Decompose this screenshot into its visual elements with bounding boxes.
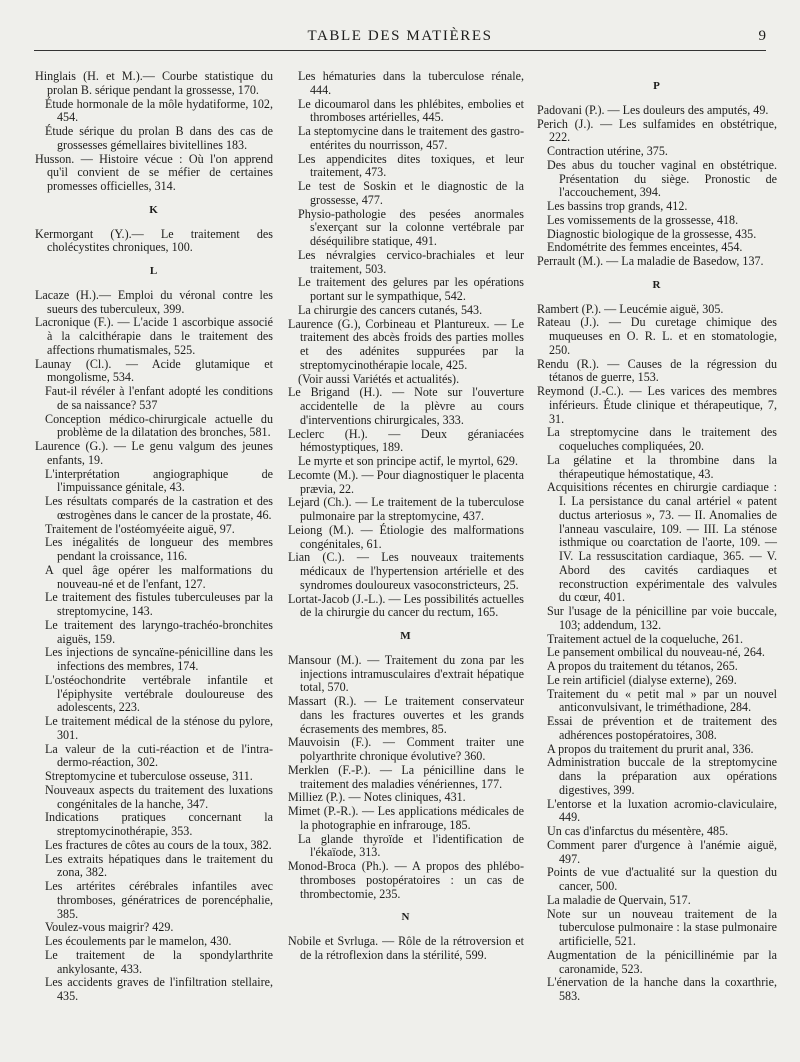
index-subentry: L'interprétation angiographique de l'impuissance génitale, 43. — [45, 466, 273, 495]
index-subentry: La steptomycine dans le traitement des gastro-entérites du nourrisson, 457. — [298, 124, 524, 152]
index-subentry: Note sur un nouveau traitement de la tuberculose pulmonaire : la stase pulmonaire artificielle, 521. — [547, 906, 777, 948]
index-subentry: Le rein artificiel (dialyse externe), 269. — [547, 672, 737, 687]
index-entry: Perich (J.). — Les sulfamides en obstétrique, 222. — [537, 116, 777, 145]
index-subentry: Streptomycine et tuberculose osseuse, 311. — [45, 769, 253, 783]
index-subentry: Le myrte et son principe actif, le myrtol, 629. — [298, 454, 518, 468]
index-subentry: Les injections de syncaïne-pénicilline dans les infections des membres, 174. — [45, 645, 273, 673]
index-subentry: Sur l'usage de la pénicilline par voie buccale, 103; addendum, 132. — [547, 604, 777, 632]
index-subentry: Les névralgies cervico-brachiales et leur traitement, 503. — [298, 247, 524, 276]
index-entry: Padovani (P.). — Les douleurs des amputés, 49. — [537, 102, 769, 117]
index-subentry: Diagnostic biologique de la grossesse, 435. — [547, 226, 757, 241]
index-subentry: Les extraits hépatiques dans le traitement du zona, 382. — [45, 851, 273, 880]
index-subentry: La valeur de la cuti-réaction et de l'intra-dermo-réaction, 302. — [45, 741, 273, 770]
running-title: TABLE DES MATIÈRES — [307, 28, 493, 44]
section-letter: L — [149, 265, 159, 277]
index-subentry: Les écoulements par le mamelon, 430. — [45, 934, 232, 948]
index-entry: Rateau (J.). — Du curetage chimique des muqueuses en O. R. L. et en stomatologie, 250. — [537, 315, 777, 357]
index-subentry: Endométrite des femmes enceintes, 454. — [547, 240, 743, 255]
index-subentry: Le traitement médical de la sténose du pylore, 301. — [45, 714, 273, 742]
index-subentry: Contraction utérine, 375. — [547, 144, 668, 158]
page-number: 9 — [758, 28, 766, 44]
index-entry: Lejard (Ch.). — Le traitement de la tuberculose pulmonaire par la streptomycine, 437. — [288, 495, 524, 523]
index-subentry: La streptomycine dans le traitement des coqueluches compliquées, 20. — [547, 425, 777, 453]
index-entry: Leclerc (H.). — Deux géraniacées hémostyptiques, 189. — [288, 426, 524, 455]
index-subentry: La maladie de Quervain, 517. — [547, 892, 691, 907]
index-entry: Mauvoisin (F.). — Comment traiter une polyarthrite chronique évolutive? 360. — [288, 735, 524, 763]
index-subentry: Indications pratiques concernant la streptomycinothérapie, 353. — [45, 810, 273, 838]
index-subentry: Administration buccale de la streptomycine dans la préparation aux opérations digestives, 399. — [547, 755, 777, 797]
index-subentry: A propos du traitement du prurit anal, 336. — [547, 741, 754, 756]
index-entry: Le Brigand (H.). — Note sur l'ouverture accidentelle de la plèvre au cours d'interventions chirurgicales, 333. — [288, 385, 524, 427]
page-header — [0, 28, 800, 50]
index-entry: Laurence (G.). — Le genu valgum des jeunes enfants, 19. — [35, 439, 273, 467]
index-entry: Husson. — Histoire vécue : Où l'on apprend qu'il convient de se méfier de certaines promesses officielles, 314. — [35, 151, 273, 193]
index-subentry: Le traitement des fistules tuberculeuses par la streptomycine, 143. — [45, 590, 273, 618]
index-subentry: Les artérites cérébrales infantiles avec thromboses, génératrices de porencéphalie, 385. — [45, 879, 273, 921]
index-subentry: Les bassins trop grands, 412. — [547, 199, 688, 213]
index-subentry: Les accidents graves de l'infiltration stellaire, 435. — [45, 975, 273, 1003]
index-subentry: Le traitement des laryngo-trachéo-bronchites aiguës, 159. — [45, 617, 273, 646]
index-entry: Massart (R.). — Le traitement conservateur dans les fractures ouvertes et les grands écrasements des membres, 85. — [288, 694, 524, 736]
index-subentry: Nouveaux aspects du traitement des luxations congénitales de la hanche, 347. — [45, 782, 273, 811]
header-rule — [34, 50, 766, 51]
index-entry: Reymond (J.-C.). — Les varices des membres inférieurs. Étude clinique et thérapeutique, 7, 31. — [537, 384, 777, 426]
index-subentry: La glande thyroïde et l'identification de l'ékaïode, 313. — [298, 831, 524, 860]
index-entry: Nobile et Svrluga. — Rôle de la rétroversion et de la rétroflexion dans la stérilité, 599. — [288, 934, 524, 962]
index-subentry: Acquisitions récentes en chirurgie cardiaque : I. La persistance du canal artériel « patent ductus arteriosus », 73. — II. Anomalies de l'anneau vasculaire, 109. — III. La sténose isthmique ou coarctation de l'aorte, 109. — IV. La ressuscitation cardiaque, 365. — V. Abord des cavités cardiaques et reconstruction expérimentale des valvules du cœur, 401. — [547, 480, 777, 605]
index-entry: Monod-Broca (Ph.). — A propos des phlébo-thromboses postopératoires : un cas de thrombectomie, 235. — [288, 859, 524, 901]
index-subentry: Les vomissements de la grossesse, 418. — [547, 212, 739, 227]
index-entry: Milliez (P.). — Notes cliniques, 431. — [288, 790, 466, 805]
index-subentry: Conception médico-chirurgicale actuelle du problème de la dilatation des bronches, 581. — [45, 411, 273, 440]
section-letter: K — [149, 203, 159, 216]
index-subentry: Le dicoumarol dans les phlébites, embolies et thromboses artérielles, 445. — [298, 96, 524, 125]
index-subentry: L'entorse et la luxation acromio-claviculaire, 449. — [547, 796, 777, 825]
section-letter: M — [400, 630, 412, 642]
index-subentry: Traitement de l'ostéomyéeite aiguë, 97. — [45, 521, 235, 536]
index-subentry: Physio-pathologie des pesées anormales s'exerçant sur la colonne vertébrale par déséquilibre statique, 491. — [298, 206, 524, 248]
index-entry: Perrault (M.). — La maladie de Basedow, 137. — [537, 254, 764, 268]
index-entry: Merklen (F.-P.). — La pénicilline dans le traitement des maladies vénériennes, 177. — [288, 762, 524, 791]
index-entry: Kermorgant (Y.).— Le traitement des cholécystites chroniques, 100. — [35, 226, 273, 255]
index-subentry: Les inégalités de longueur des membres pendant la croissance, 116. — [45, 535, 273, 563]
index-subentry: Le traitement des gelures par les opérations portant sur le sympathique, 542. — [298, 275, 524, 303]
index-subentry: Comment parer d'urgence à l'anémie aiguë, 497. — [547, 837, 777, 866]
index-subentry: Les fractures de côtes au cours de la toux, 382. — [45, 837, 272, 852]
section-letter: P — [653, 80, 661, 92]
index-subentry: Étude hormonale de la môle hydatiforme, 102, 454. — [45, 96, 273, 125]
index-entry: Laurence (G.), Corbineau et Plantureux. — Le traitement des abcès froids des parties molles et des adénites suppurées par la streptomycinothérapie locale, 425. — [288, 316, 524, 372]
index-subentry: A propos du traitement du tétanos, 265. — [547, 659, 738, 673]
index-subentry: La chirurgie des cancers cutanés, 543. — [298, 302, 483, 317]
index-subentry: Un cas d'infarctus du mésentère, 485. — [547, 824, 729, 838]
index-subentry: Le test de Soskin et le diagnostic de la grossesse, 477. — [298, 179, 524, 207]
index-subentry: Traitement actuel de la coqueluche, 261. — [547, 631, 744, 646]
index-subentry: A quel âge opérer les malformations du nouveau-né et de l'enfant, 127. — [45, 562, 273, 591]
index-subentry: Les hématuries dans la tuberculose rénale, 444. — [298, 69, 524, 97]
index-entry: Mimet (P.-R.). — Les applications médicales de la photographie en infrarouge, 185. — [288, 804, 524, 832]
index-entry: Hinglais (H. et M.).— Courbe statistique du prolan B. sérique pendant la grossesse, 170. — [35, 69, 273, 97]
index-subentry: Essai de prévention et de traitement des adhérences postopératoires, 308. — [547, 714, 777, 742]
index-subentry: Le pansement ombilical du nouveau-né, 264. — [547, 645, 765, 660]
index-subentry: Les appendicites dites toxiques, et leur traitement, 473. — [298, 151, 524, 180]
index-entry: Lacronique (F.). — L'acide 1 ascorbique associé à la calcithérapie dans le traitement des affections rhumatismales, 525. — [35, 315, 273, 357]
index-subentry: Augmentation de la pénicillinémie par la caronamide, 523. — [547, 947, 777, 976]
index-entry: Leiong (M.). — Étiologie des malformations congénitales, 61. — [288, 522, 524, 551]
index-subentry: Des abus du toucher vaginal en obstétrique. Présentation du siège. Pronostic de l'accouchement, 394. — [547, 157, 777, 200]
index-column-2 — [288, 70, 524, 963]
index-subentry: Les résultats comparés de la castration et des œstrogènes dans le cancer de la prostate, 46. — [45, 494, 273, 522]
index-column-3 — [537, 70, 777, 1004]
index-entry: Rendu (R.). — Causes de la régression du tétanos de guerre, 153. — [537, 356, 777, 385]
index-subentry: L'ostéochondrite vertébrale infantile et l'épiphysite vertébrale douloureuse des adolescents, 223. — [45, 672, 273, 715]
index-column-1 — [35, 70, 273, 1004]
index-entry: Lortat-Jacob (J.-L.). — Les possibilités actuelles de la chirurgie du cancer du rectum, 165. — [288, 591, 524, 620]
index-subentry: Points de vue d'actualité sur la question du cancer, 500. — [547, 865, 777, 893]
index-subentry: Traitement du « petit mal » par un nouvel anticonvulsivant, le triméthadione, 284. — [547, 686, 777, 715]
section-letter: R — [652, 278, 662, 291]
index-subentry: Voulez-vous maigrir? 429. — [45, 920, 174, 935]
section-letter: N — [401, 911, 411, 924]
index-entry: Launay (Cl.). — Acide glutamique et mongolisme, 534. — [35, 356, 273, 385]
index-subentry: (Voir aussi Variétés et actualités). — [298, 371, 460, 386]
index-entry: Rambert (P.). — Leucémie aiguë, 305. — [537, 301, 724, 316]
index-entry: Lian (C.). — Les nouveaux traitements médicaux de l'hypertension artérielle et des syndromes douloureux vasoconstricteurs, 25. — [288, 550, 524, 592]
index-subentry: Faut-il révéler à l'enfant adopté les conditions de sa naissance? 537 — [45, 384, 273, 412]
index-subentry: L'énervation de la hanche dans la coxarthrie, 583. — [547, 975, 777, 1003]
index-entry: Lecomte (M.). — Pour diagnostiquer le placenta prævia, 22. — [288, 467, 524, 496]
index-entry: Lacaze (H.).— Emploi du véronal contre les sueurs des tuberculeux, 399. — [35, 287, 273, 316]
index-subentry: Étude sérique du prolan B dans des cas de grossesses gémellaires bivitellines 183. — [45, 124, 273, 152]
index-subentry: Le traitement de la spondylarthrite ankylosante, 433. — [45, 947, 273, 976]
index-entry: Mansour (M.). — Traitement du zona par les injections intramusculaires d'extrait hépatique total, 570. — [288, 652, 524, 695]
index-subentry: La gélatine et la thrombine dans la thérapeutique hémostatique, 43. — [547, 452, 777, 481]
